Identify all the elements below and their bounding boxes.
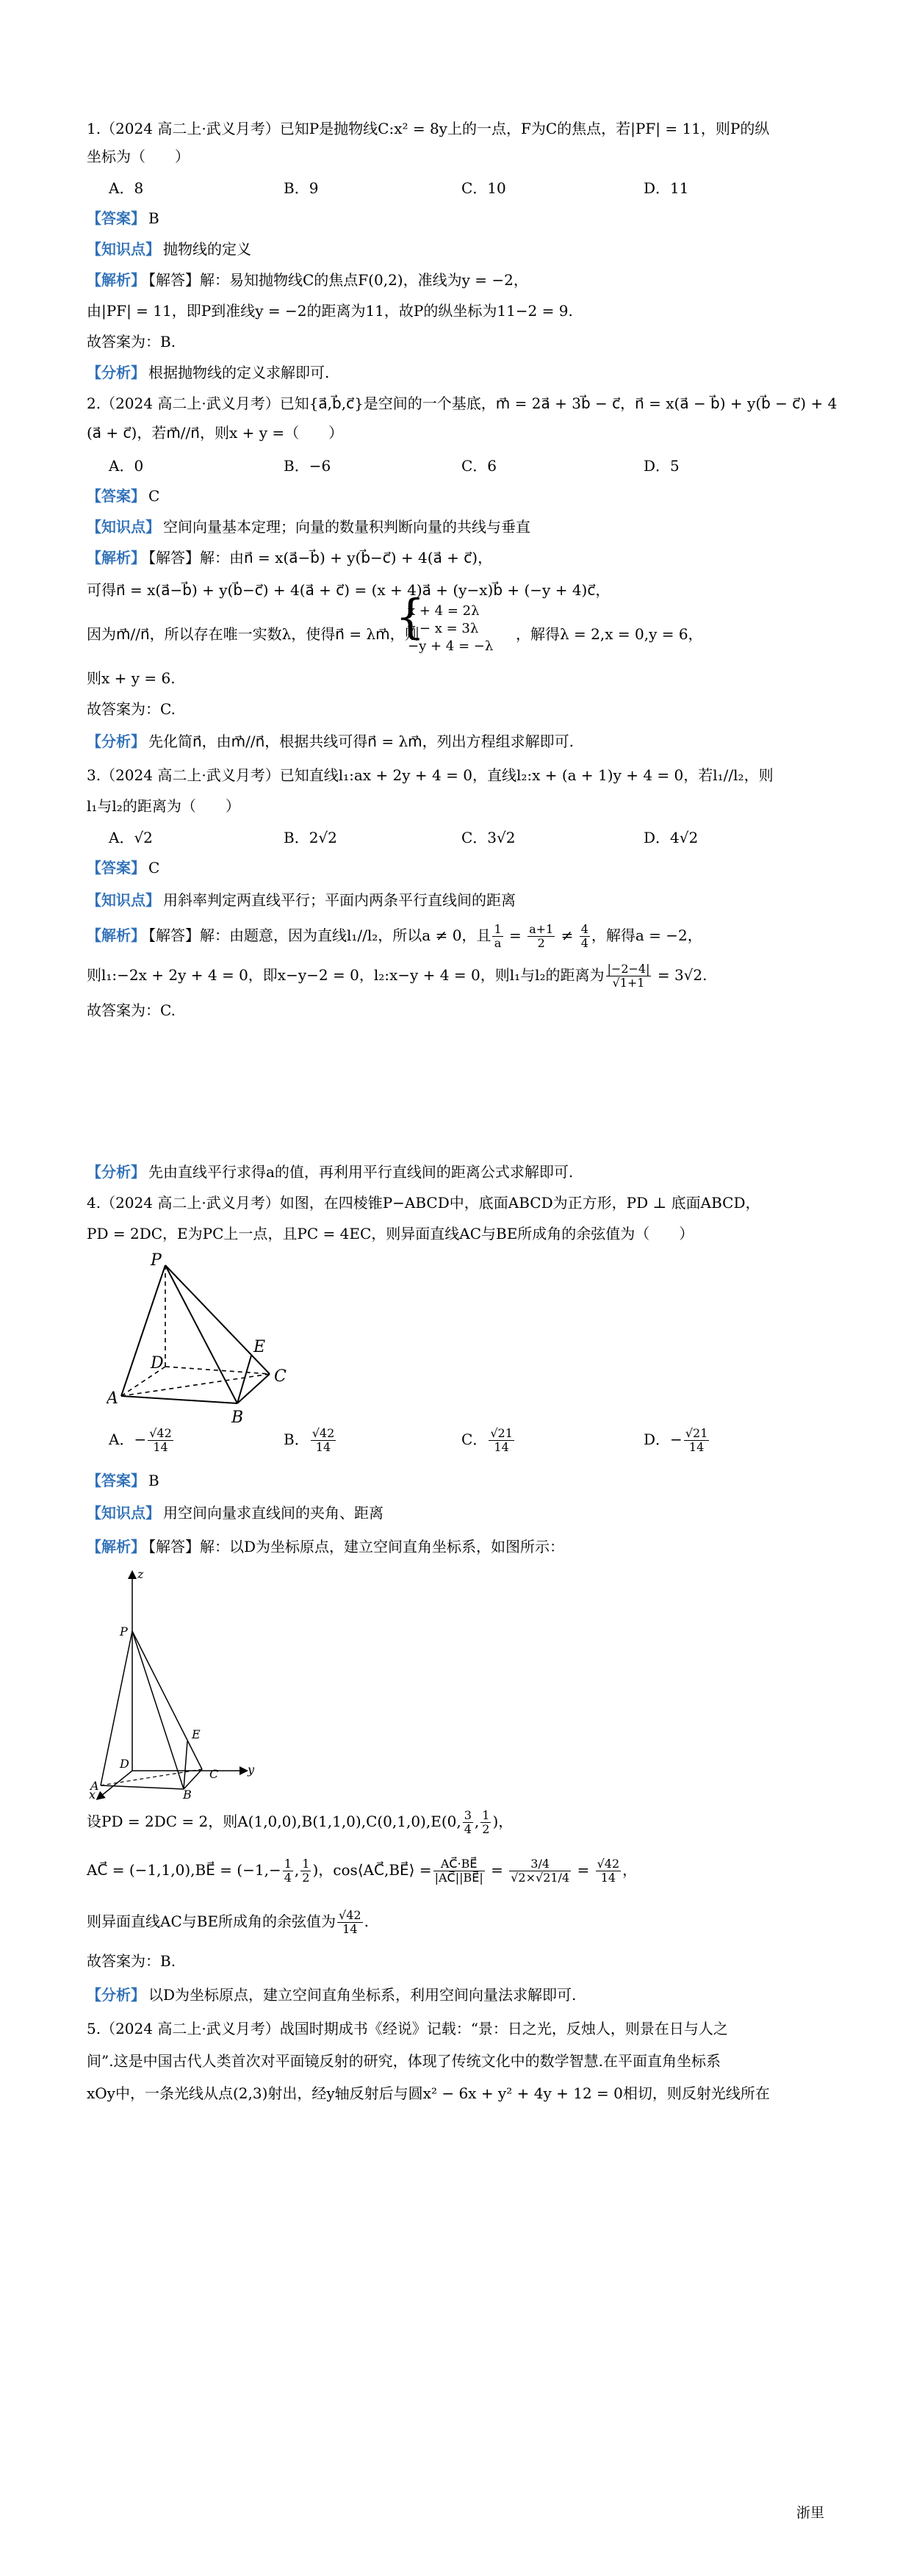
q1-answer [87,207,829,229]
q3-sol-text1b: ，解得a = −2， [591,927,702,944]
analysis-tag: 【分析】 [87,1163,145,1181]
q1-option-a: A．8 [109,179,144,197]
q4-sol-text2a: 设PD = 2DC = 2，则A(1,0,0),B(1,1,0),C(0,1,0),E(0, [87,1813,461,1830]
q2-option-b: B．−6 [284,457,331,475]
sol-tag: 【解析】 [87,1538,145,1555]
option-letter: D． [644,1431,671,1448]
comma: , [474,1813,480,1830]
kp-tag: 【知识点】 [87,891,160,909]
q4-answer [87,1469,829,1492]
q3-analysis-text: 先由直线平行求得a的值，再利用平行直线间的距离公式求解即可. [148,1163,574,1181]
option-frac [311,1427,336,1454]
q4-solution-line2 [87,1809,829,1836]
q1-solution-line2: 由|PF| = 11，即P到准线y = −2的距离为11，故P的纵坐标为11−2 = 9. [87,302,573,320]
q1-knowledge-point [87,238,829,260]
equals-sign: = [504,927,527,944]
q3-option-c: C．3√2 [461,829,516,846]
label-a: A [107,1389,118,1408]
q1-option-b: B．9 [284,179,319,197]
edge-pb [132,1631,184,1789]
q1-sol-text1: 【解答】解：易知抛物线C的焦点F(0,2)，准线为y = −2， [148,271,528,289]
q3-option-a: A．√2 [109,829,153,846]
q4-option-a [109,1427,175,1454]
system-brace: { [395,590,425,644]
q3-analysis [87,1161,829,1183]
frac-num: AC⃗·BE⃗ [433,1857,485,1871]
frac-den: 14 [342,1922,358,1936]
q4-option-c [461,1427,516,1454]
cos-frac-1 [433,1857,485,1885]
q3-options [109,826,829,851]
frac-den: √1+1 [612,976,645,990]
q4-solution-line3 [87,1857,829,1885]
q3-frac-1-over-a [492,923,503,950]
frac-num: √42 [339,1908,361,1922]
kp-tag: 【知识点】 [87,518,160,536]
frac-num: √21 [490,1426,513,1440]
q3-solution-line2 [87,963,829,990]
label-p: P [151,1251,162,1270]
frac-num: 4 [580,922,588,936]
q2-stem-line1: 2.（2024 高二上·武义月考）已知{a⃗,b⃗,c⃗}是空间的一个基底，m⃗ = 2a⃗ + 3b⃗ − c⃗，n⃗ = x(a⃗ − b⃗) + y(b⃗ − c⃗) + 4 [87,395,838,412]
q2-solution-line1 [87,547,829,569]
frac-num: √42 [149,1426,172,1440]
q1-option-d: D．11 [644,179,689,197]
label-x: x [89,1788,96,1800]
answer-tag: 【答案】 [87,1472,145,1489]
frac-den: 4 [464,1822,472,1836]
q2-option-c: C．6 [461,457,497,475]
frac-num: 3/4 [509,1857,571,1871]
edge-ac [121,1374,270,1396]
q4-analysis [87,1984,829,2006]
q1-options [109,176,829,201]
q3-kp-text: 用斜率判定两直线平行；平面内两条平行直线间的距离 [163,891,516,909]
q4-stem-line2: PD = 2DC，E为PC上一点，且PC = 4EC，则异面直线AC与BE所成角的余弦值为（ ） [87,1225,694,1242]
q3-option-b: B．2√2 [284,829,337,846]
q2-solution-line3a: 因为m⃗//n⃗，所以存在唯一实数λ，使得n⃗ = λm⃗，则 [87,625,420,643]
q2-solution-line2: 可得n⃗ = x(a⃗−b⃗) + y(b⃗−c⃗) + 4(a⃗ + c⃗) = (x + 4)a⃗ + (y−x)b⃗ + (−y + 4)c⃗， [87,581,611,599]
edge-bc [184,1769,202,1789]
q5-stem-line2: 间”.这是中国古代人类首次对平面镜反射的研究，体现了传统文化中的数学智慧.在平面直角坐标系 [87,2052,721,2070]
q3-frac-4-over-4 [580,923,590,950]
comma: , [294,1861,300,1879]
q3-solution-line1 [87,923,829,950]
q2-kp-text: 空间向量基本定理；向量的数量积判断向量的共线与垂直 [163,518,530,536]
frac-den: 14 [153,1440,168,1454]
q2-sol-text1: 【解答】解：由n⃗ = x(a⃗−b⃗) + y(b⃗−c⃗) + 4(a⃗ + c⃗)， [148,549,493,566]
label-e: E [253,1338,266,1356]
q3-distance-frac [606,963,652,990]
option-sign: − [134,1431,147,1448]
q2-knowledge-point [87,516,829,538]
frac-den: 14 [688,1440,705,1454]
frac-num: 3 [464,1808,472,1822]
q2-solution-line5: 故答案为：C. [87,700,176,718]
frac-num: √42 [597,1857,620,1871]
label-a: A [90,1779,99,1793]
q4-sol-text2b: )， [492,1813,514,1830]
q1-analysis [87,361,829,384]
option-letter: C． [461,1431,488,1448]
analysis-tag: 【分析】 [87,1986,145,2004]
cos-frac-2 [509,1857,571,1885]
q4-kp-text: 用空间向量求直线间的夹角、距离 [163,1504,384,1522]
equals-sign: = [486,1861,508,1879]
page-footer: 浙里 [796,2505,824,2521]
q4-analysis-text: 以D为坐标原点，建立空间直角坐标系，利用空间向量法求解即可. [148,1986,577,2004]
label-b: B [183,1788,192,1800]
neq-sign: ≠ [556,927,578,944]
result-frac [337,1909,363,1936]
answer-tag: 【答案】 [87,487,145,505]
q2-options [109,454,829,479]
q4-sol-text4b: . [364,1913,369,1930]
option-frac [489,1427,514,1454]
analysis-tag: 【分析】 [87,733,145,750]
edge-pb [165,1265,237,1403]
q5-stem-line3: xOy中，一条光线从点(2,3)射出，经y轴反射后与圆x² − 6x + y² + 4y + 12 = 0相切，则反射光线所在 [87,2084,770,2102]
q4-sol-text3c: ， [622,1861,638,1879]
sol-tag: 【解析】 [87,549,145,566]
q4-sol-text3b: )，cos⟨AC⃗,BE⃗⟩ = [312,1861,432,1879]
q3-sol-text1a: 【解答】解：由题意，因为直线l₁//l₂，所以a ≠ 0，且 [148,927,491,944]
q4-sol-text1: 【解答】解：以D为坐标原点，建立空间直角坐标系，如图所示： [148,1538,565,1555]
label-c: C [209,1767,219,1781]
frac-den: 14 [315,1440,331,1454]
q4-sol-text4a: 则异面直线AC与BE所成角的余弦值为 [87,1913,336,1930]
label-c: C [274,1367,287,1386]
q2-answer-value: C [148,487,160,505]
q2-analysis-text: 先化简n⃗，由m⃗//n⃗，根据共线可得n⃗ = λm⃗，列出方程组求解即可. [148,733,574,750]
q1-stem-line2: 坐标为（ ） [87,148,190,165]
frac-num: |−2−4| [607,962,650,976]
q1-kp-text: 抛物线的定义 [163,240,251,258]
q3-option-d: D．4√2 [644,829,699,846]
q2-analysis [87,730,829,752]
q2-solution-line4: 则x + y = 6. [87,669,176,687]
q2-eq1: x + 4 = 2λ [408,603,480,619]
frac-den: 2 [482,1822,490,1836]
edge-pc [132,1631,202,1769]
frac-den: a [494,936,502,950]
label-z: z [137,1567,144,1581]
option-frac [148,1427,173,1454]
frac-den: 14 [494,1440,509,1454]
frac-num: 1 [494,922,502,936]
frac-num: √21 [685,1426,708,1440]
option-sign: − [670,1431,683,1448]
q3-sol-text2b: = 3√2. [652,966,707,984]
edge-pc [165,1265,270,1374]
frac-num: 1 [302,1857,310,1871]
label-d: D [120,1757,129,1771]
edge-pa [121,1265,165,1396]
label-p: P [120,1625,128,1638]
q2-eq3: −y + 4 = −λ [408,638,494,654]
pyramid-figure [107,1249,327,1425]
q3-answer [87,857,829,879]
q4-answer-value: B [148,1472,159,1489]
q4-option-d [644,1427,710,1454]
coordinate-figure [84,1565,276,1800]
sol-tag: 【解析】 [87,927,145,944]
equals-sign: = [572,1861,594,1879]
label-d: D [151,1354,164,1372]
q2-option-a: A．0 [109,457,144,475]
label-y: y [248,1763,255,1777]
q4-option-b [284,1427,337,1454]
cos-frac-3 [596,1857,622,1885]
edge-ab [121,1396,237,1403]
frac-1-2 [300,1857,311,1885]
label-b: B [231,1408,244,1425]
frac-den: 4 [284,1871,292,1885]
option-letter: A． [109,1431,134,1448]
q3-solution-line3: 故答案为：C. [87,1001,176,1019]
frac-den: 4 [580,936,588,950]
q2-option-d: D．5 [644,457,680,475]
q4-solution-line4 [87,1909,829,1936]
q4-sol-text3a: AC⃗ = (−1,1,0),BE⃗ = (−1,− [87,1861,281,1879]
q4-solution-line5: 故答案为：B. [87,1952,176,1970]
q3-stem-line1: 3.（2024 高二上·武义月考）已知直线l₁:ax + 2y + 4 = 0，直线l₂:x + (a + 1)y + 4 = 0，若l₁//l₂，则 [87,766,774,784]
frac-num: 1 [482,1808,490,1822]
label-e: E [192,1727,201,1741]
answer-tag: 【答案】 [87,209,145,227]
q2-stem-line2: (a⃗ + c⃗)，若m⃗//n⃗，则x + y =（ ） [87,424,344,442]
q3-knowledge-point [87,889,829,911]
frac-3-4 [463,1809,473,1836]
kp-tag: 【知识点】 [87,240,160,258]
q2-solution-line3b: ，解得λ = 2,x = 0,y = 6， [516,625,703,643]
frac-den: |AC⃗||BE⃗| [434,1871,483,1885]
edge-dc [165,1367,270,1374]
answer-tag: 【答案】 [87,859,145,877]
frac-num: √42 [312,1426,335,1440]
q1-option-c: C．10 [461,179,506,197]
q1-solution-line1 [87,269,829,291]
q4-options [109,1427,829,1462]
sol-tag: 【解析】 [87,271,145,289]
q3-sol-text2a: 则l₁:−2x + 2y + 4 = 0，即x−y−2 = 0，l₂:x−y + 4 = 0，则l₁与l₂的距离为 [87,966,605,984]
q3-answer-value: C [148,859,160,877]
q3-frac-a1-over-2 [527,923,555,950]
kp-tag: 【知识点】 [87,1504,160,1522]
frac-den: 14 [600,1871,616,1885]
option-letter: B． [284,1431,309,1448]
frac-1-2 [480,1809,491,1836]
frac-num: 1 [284,1857,292,1871]
q3-stem-line2: l₁与l₂的距离为（ ） [87,797,240,815]
frac-den: 2 [537,936,545,950]
option-frac [684,1427,710,1454]
q2-answer [87,485,829,507]
q4-stem-line1: 4.（2024 高二上·武义月考）如图，在四棱锥P−ABCD中，底面ABCD为正方形，PD ⊥ 底面ABCD， [87,1194,760,1212]
q2-eq2: y − x = 3λ [408,621,479,636]
q1-solution-line3: 故答案为：B. [87,333,176,350]
q1-analysis-text: 根据抛物线的定义求解即可. [148,364,330,381]
analysis-tag: 【分析】 [87,364,145,381]
edge-ab [101,1785,184,1789]
q1-stem-line1: 1.（2024 高二上·武义月考）已知P是抛物线C:x² = 8y上的一点，F为C的焦点，若|PF| = 11，则P的纵 [87,120,770,137]
edge-ac [101,1769,202,1785]
frac-1-4 [283,1857,293,1885]
q4-knowledge-point [87,1502,829,1524]
frac-den: √2×√21/4 [511,1871,570,1885]
q5-stem-line1: 5.（2024 高二上·武义月考）战国时期成书《经说》记载：“景：日之光，反烛人，则景在日与人之 [87,2020,728,2037]
frac-num: a+1 [529,922,554,936]
edge-be [184,1741,187,1789]
q4-solution-line1 [87,1536,829,1558]
q1-answer-value: B [148,209,159,227]
frac-den: 2 [302,1871,310,1885]
